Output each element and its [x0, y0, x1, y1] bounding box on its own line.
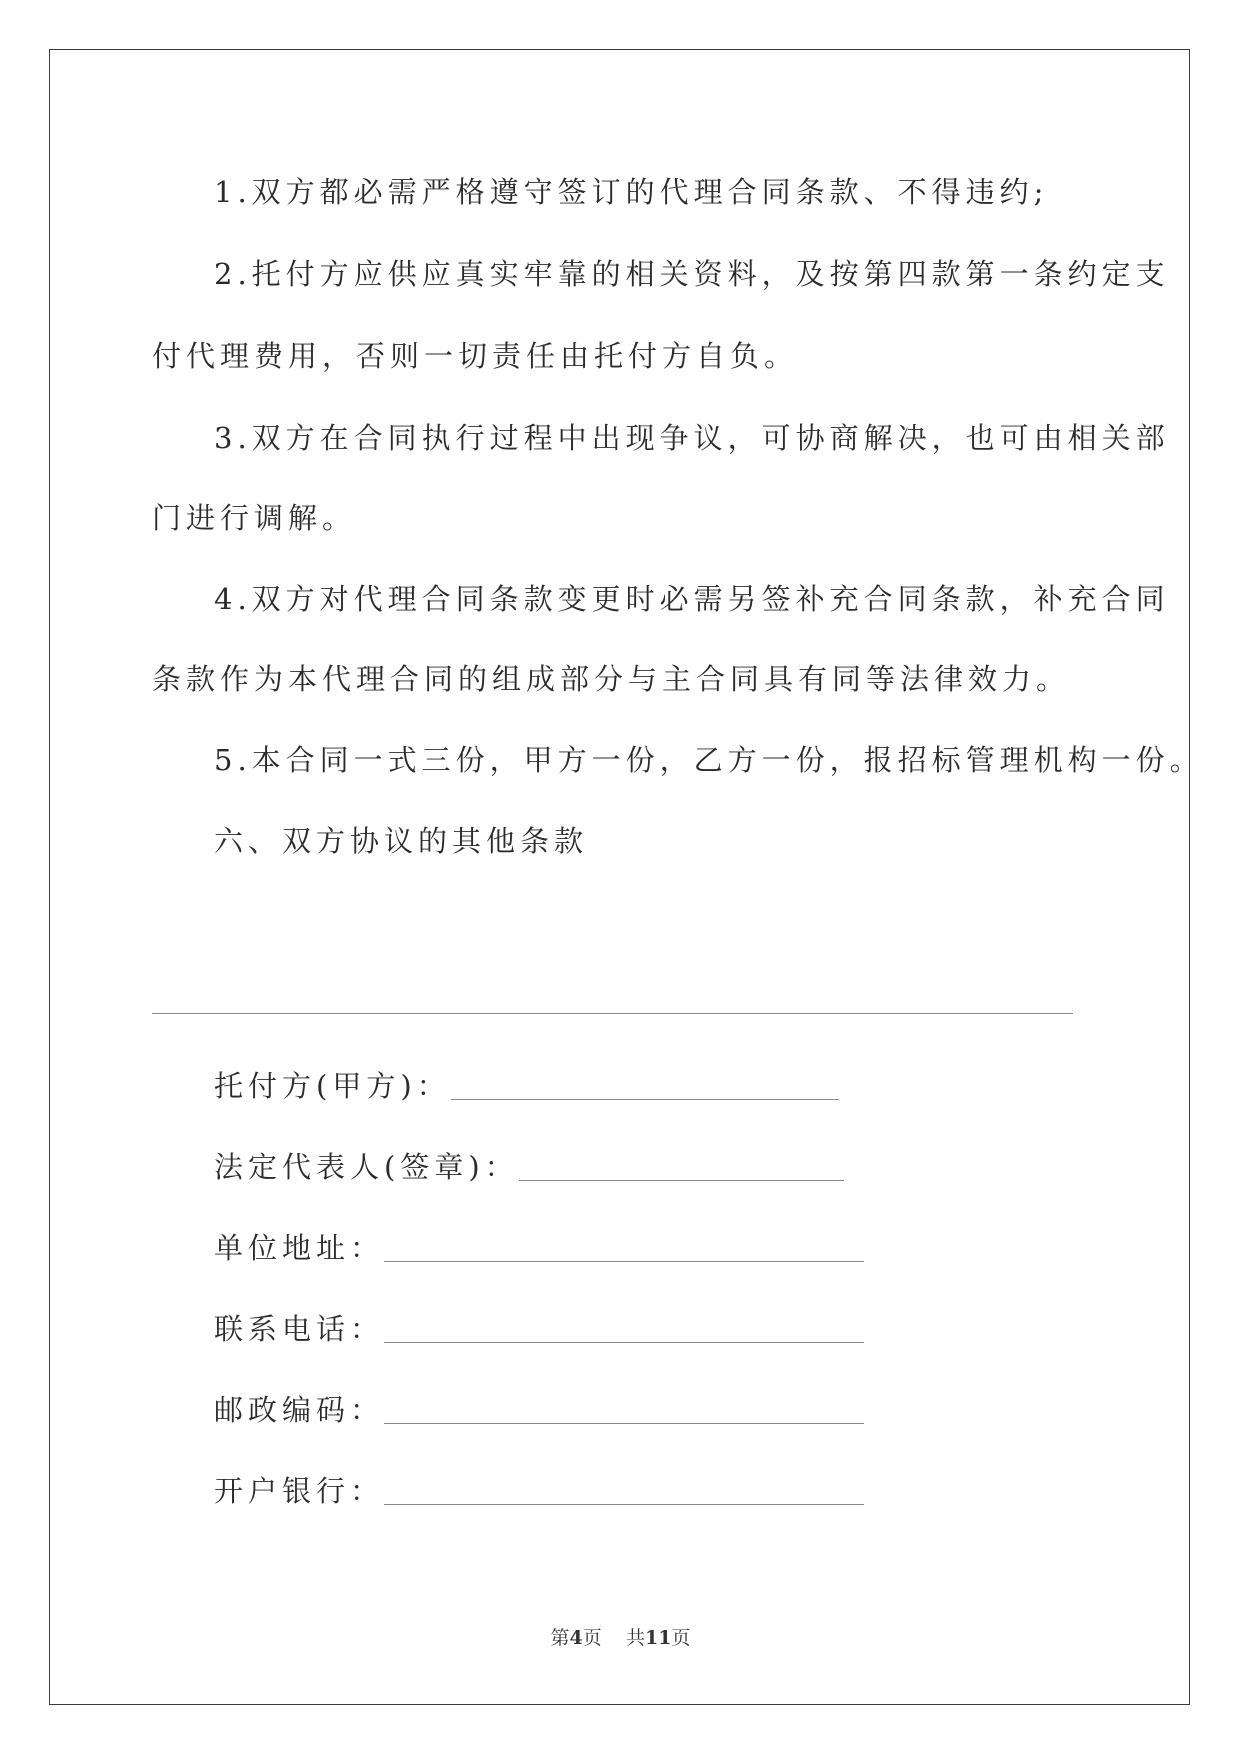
footer-total-pages: 11 [644, 1627, 672, 1649]
footer-page-unit: 页 [582, 1627, 602, 1649]
field-phone [214, 1309, 864, 1349]
field-postcode-blank[interactable] [384, 1423, 864, 1424]
field-legal-rep [214, 1147, 844, 1187]
field-address [214, 1228, 864, 1268]
field-bank [214, 1471, 864, 1511]
field-phone-label: 联系电话： [214, 1312, 385, 1346]
footer-page-number: 4 [569, 1627, 583, 1649]
field-address-blank[interactable] [384, 1261, 864, 1262]
field-bank-blank[interactable] [384, 1504, 864, 1505]
footer-total-prefix: 共 [625, 1627, 645, 1649]
footer-prefix: 第 [550, 1627, 570, 1649]
footer-total-unit: 页 [671, 1627, 691, 1649]
clause-2-line-1: 2.托付方应供应真实牢靠的相关资料，及按第四款第一条约定支 [214, 257, 1170, 291]
clause-3-line-2: 门进行调解。 [152, 501, 357, 535]
field-phone-blank[interactable] [384, 1342, 864, 1343]
page-footer [0, 1623, 1241, 1650]
field-postcode-label: 邮政编码： [214, 1393, 385, 1427]
clause-4-line-2: 条款作为本代理合同的组成部分与主合同具有同等法律效力。 [152, 662, 1071, 696]
field-bank-label: 开户银行： [214, 1474, 385, 1508]
field-legal-rep-blank[interactable] [519, 1180, 844, 1181]
field-principal-label: 托付方(甲方)： [214, 1069, 451, 1103]
field-principal [214, 1066, 839, 1106]
field-address-label: 单位地址： [214, 1231, 385, 1265]
page-frame [49, 49, 1204, 1705]
clause-2-line-2: 付代理费用，否则一切责任由托付方自负。 [152, 339, 799, 373]
clause-3-line-1: 3.双方在合同执行过程中出现争议，可协商解决，也可由相关部 [214, 421, 1170, 455]
field-legal-rep-label: 法定代表人(签章)： [214, 1150, 519, 1184]
clause-4-line-1: 4.双方对代理合同条款变更时必需另签补充合同条款，补充合同 [214, 582, 1170, 616]
clause-1: 1.双方都必需严格遵守签订的代理合同条款、不得违约; [214, 175, 1049, 209]
clause-5: 5.本合同一式三份，甲方一份，乙方一份，报招标管理机构一份。 [214, 743, 1204, 777]
section-6-heading: 六、双方协议的其他条款 [214, 824, 589, 858]
blank-separator-line [152, 1013, 1073, 1014]
field-principal-blank[interactable] [451, 1099, 839, 1100]
field-postcode [214, 1390, 864, 1430]
